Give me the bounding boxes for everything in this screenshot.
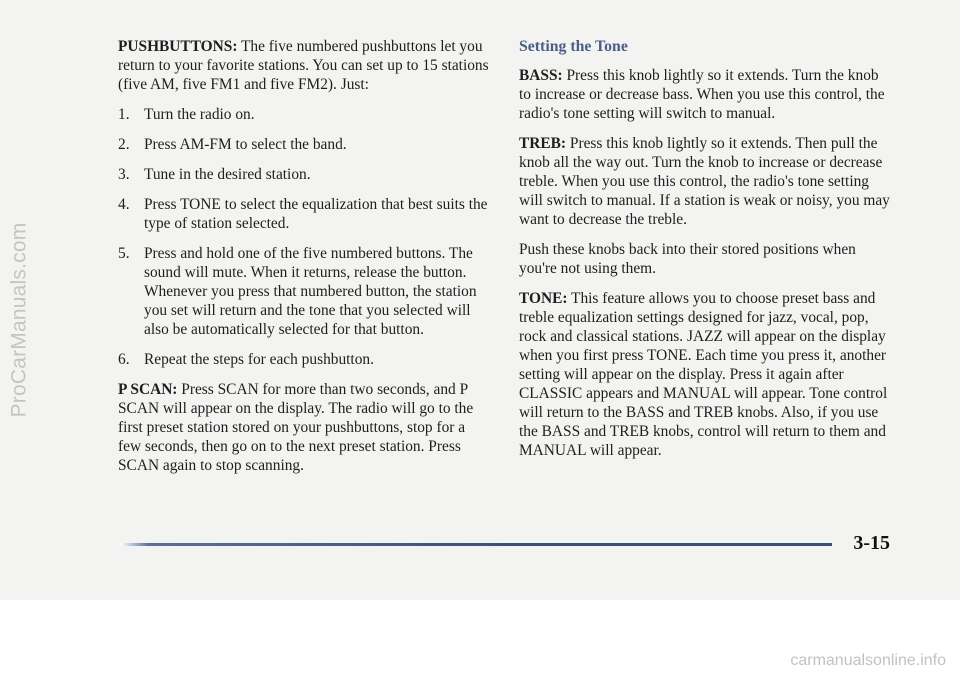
pscan-paragraph: [118, 380, 490, 475]
footer-watermark: carmanualsonline.info: [790, 652, 946, 669]
left-column: [118, 37, 490, 486]
step-number: 6.: [118, 351, 130, 368]
step-item: [118, 165, 490, 184]
step-text: Repeat the steps for each pushbutton.: [144, 351, 374, 368]
push-knobs-paragraph: Push these knobs back into their stored positions when you're not using them.: [519, 241, 856, 277]
pushbuttons-paragraph: [118, 37, 490, 94]
pushbuttons-text: The five numbered pushbuttons let you return to your favorite stations. You can set up to 15 stations (five AM, five FM1 and five FM2). Just:: [118, 38, 489, 93]
page-number: 3-15: [853, 532, 890, 554]
side-watermark-text: ProCarManuals.com: [7, 222, 30, 418]
pushbuttons-label: PUSHBUTTONS:: [118, 38, 238, 55]
bass-text: Press this knob lightly so it extends. Turn the knob to increase or decrease bass. When you use this control, the radio's tone setting will switch to manual.: [519, 67, 885, 122]
treb-text: Press this knob lightly so it extends. Then pull the knob all the way out. Turn the knob to increase or decrease treble. When you use this control, the radio's tone setting will switch to manual. If a station is weak or noisy, you may want to decrease the treble.: [519, 135, 890, 228]
treb-paragraph: [519, 134, 891, 229]
treb-label: TREB:: [519, 135, 567, 152]
step-number: 2.: [118, 136, 130, 153]
section-heading: Setting the Tone: [519, 38, 628, 55]
step-number: 1.: [118, 106, 130, 123]
step-text: Press TONE to select the equalization that best suits the type of station selected.: [144, 196, 488, 232]
step-number: 3.: [118, 166, 130, 183]
tone-text: This feature allows you to choose preset bass and treble equalization settings designed for jazz, vocal, pop, rock and classical stations. JAZZ will appear on the display when you first press TONE. Each time you press it, another setting will appear on the display. Press it again after CLASSIC appears and MANUAL will appear. Tone control will return to the BASS and TREB knobs. Also, if you use the BASS and TREB knobs, control will return to them and MANUAL will appear.: [519, 290, 888, 459]
step-text: Press AM-FM to select the band.: [144, 136, 347, 153]
pscan-label: P SCAN:: [118, 381, 178, 398]
step-text: Tune in the desired station.: [144, 166, 311, 183]
side-watermark: [4, 110, 34, 530]
footer-rule: [120, 543, 832, 546]
step-item: [118, 244, 490, 339]
tone-label: TONE:: [519, 290, 568, 307]
right-column: [519, 37, 891, 471]
step-item: [118, 195, 490, 233]
bass-paragraph: [519, 66, 891, 123]
bass-label: BASS:: [519, 67, 563, 84]
step-item: [118, 350, 490, 369]
step-text: Turn the radio on.: [144, 106, 255, 123]
pscan-text: Press SCAN for more than two seconds, and P SCAN will appear on the display. The radio will go to the first preset station stored on your pushbuttons, stop for a few seconds, then go on to the next preset station. Press SCAN again to stop scanning.: [118, 381, 474, 474]
step-number: 5.: [118, 245, 130, 262]
step-item: [118, 135, 490, 154]
pushbutton-steps-list: [118, 105, 490, 369]
tone-paragraph: [519, 289, 891, 460]
step-number: 4.: [118, 196, 130, 213]
step-text: Press and hold one of the five numbered buttons. The sound will mute. When it returns, release the button. Whenever you press that numbered button, the station you set will return and the tone that you selected will also be automatically selected for that button.: [144, 245, 477, 338]
step-item: [118, 105, 490, 124]
